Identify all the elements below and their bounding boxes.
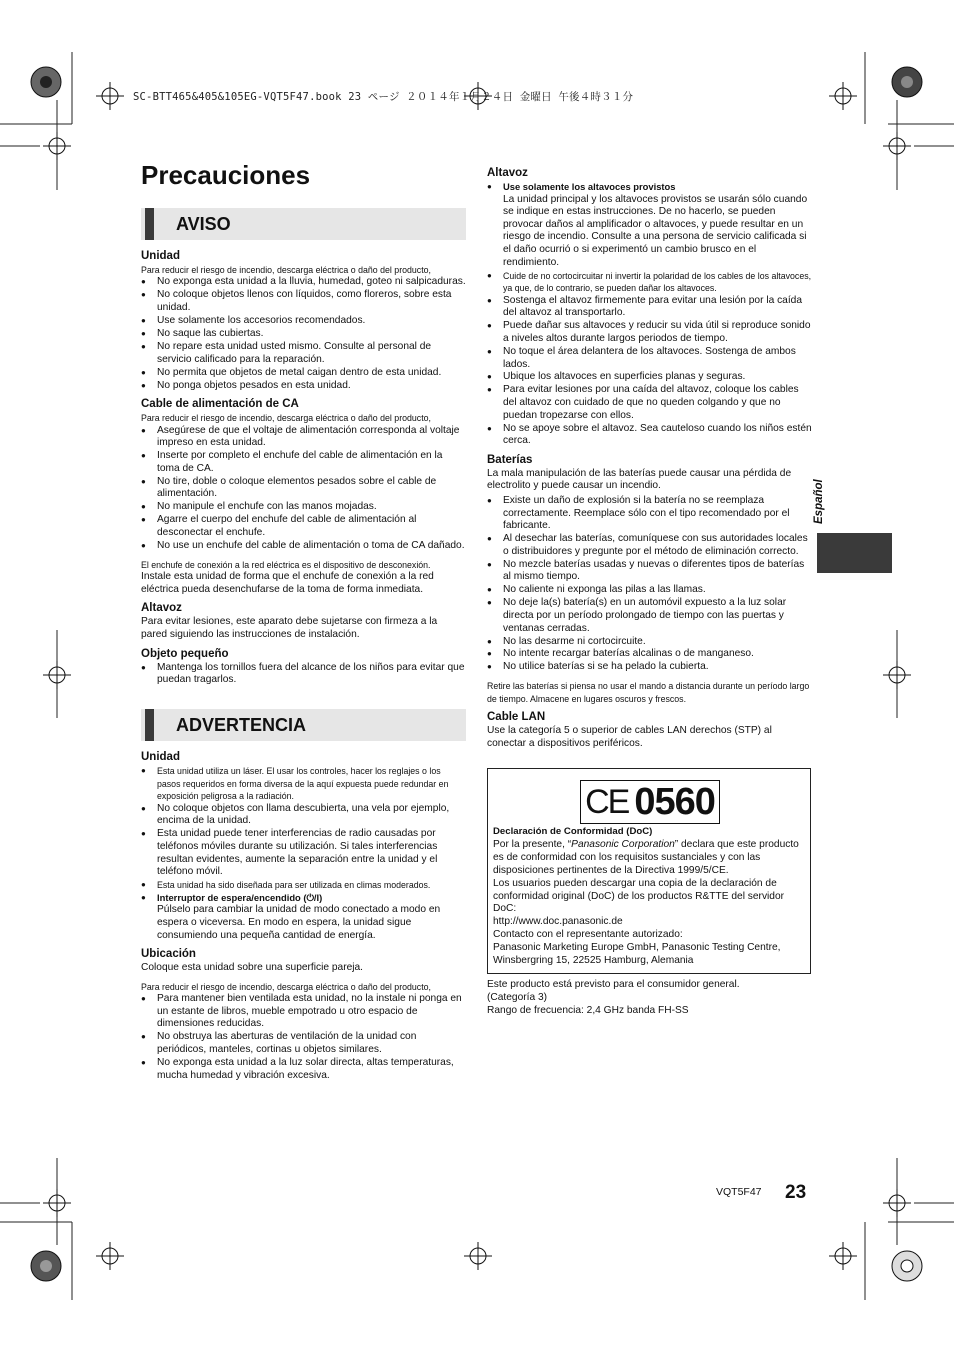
list-item — [141, 892, 466, 942]
list-item: ● No use un enchufe del cable de alimentación o toma de CA dañado. — [141, 540, 466, 553]
conformity-text — [493, 826, 807, 968]
list-item: ● Use solamente los accesorios recomendados. — [141, 315, 466, 328]
list-item: ● Esta unidad puede tener interferencias de radio causadas por teléfonos móviles durante su utilización. Si tales interferencias resultan evidentes, aumente la separación entre la unidad y el teléfono móvil. — [141, 828, 466, 878]
switch-title: Interruptor de espera/encendido (⏻/I) — [157, 891, 323, 903]
list-item: ● Esta unidad utiliza un láser. El usar los controles, hacer los reglajes o los pasos requeridos en forma diversa de la aquí expuesta puede redundar en exposición peligrosa a la radiación. — [141, 765, 466, 802]
bullet-list — [141, 993, 466, 1082]
list-item: ● No ponga objetos pesados en esta unidad. — [141, 380, 466, 393]
language-label: Español — [813, 479, 825, 524]
list-item: ● Cuide de no cortocircuitar ni invertir la polaridad de los cables de los altavoces, ya que, de lo contrario, se pueden dañar los altavoces. — [487, 270, 813, 295]
subheading-altavoz: Altavoz — [487, 167, 528, 179]
list-item: ● No mezcle baterías usadas y nuevas o diferentes tipos de baterías al mismo tiempo. — [487, 559, 813, 584]
list-item: ● Mantenga los tornillos fuera del alcance de los niños para evitar que puedan tragarlos. — [141, 662, 466, 687]
list-item: ● Para evitar lesiones por una caída del altavoz, coloque los cables del altavoz con cuidado de que no queden colgando y que no puedan tropezarse con ellos. — [487, 384, 813, 422]
conformity-heading: Declaración de Conformidad (DoC) — [493, 826, 653, 837]
footer-line: (Categoría 3) — [487, 992, 548, 1003]
list-item: ● No repare esta unidad usted mismo. Consulte al personal de servicio calificado para la reparación. — [141, 341, 466, 366]
list-item: ● No tire, doble o coloque elementos pesados sobre el cable de alimentación. — [141, 476, 466, 501]
company-name: Panasonic Corporation — [571, 838, 675, 850]
list-item: ● No toque el área delantera de los altavoces. Sostenga de ambos lados. — [487, 346, 813, 371]
page-title: Precauciones — [141, 160, 311, 190]
list-item: ● No permita que objetos de metal caigan dentro de esta unidad. — [141, 367, 466, 380]
footer-text — [487, 978, 813, 1017]
footer-line: Rango de frecuencia: 2,4 GHz banda FH-SS — [487, 1005, 689, 1016]
bullet-list — [141, 425, 466, 553]
language-tab — [817, 533, 892, 573]
list-item: ● No coloque objetos con llama descubierta, una vela por ejemplo, encima de la unidad. — [141, 803, 466, 828]
switch-text: Púlselo para cambiar la unidad de modo conectado a modo en espera o viceversa. En modo en espera, la unidad sigue consumiendo una pequeña cantidad de energía. — [157, 904, 441, 941]
list-item: ● Ubique los altavoces en superficies planas y seguras. — [487, 371, 813, 384]
right-column — [487, 167, 813, 752]
subheading-objeto: Objeto pequeño — [141, 647, 229, 660]
altavoz-text: Para evitar lesiones, este aparato debe sujetarse con firmeza a la pared siguiendo las instrucciones de instalación. — [141, 616, 438, 640]
subheading-cable: Cable de alimentación de CA — [141, 398, 299, 411]
bullet-list — [141, 765, 466, 942]
download-text: Los usuarios pueden descargar una copia de la declaración de conformidad original (DoC) de los productos R&TTE del servidor DoC: — [493, 877, 785, 915]
bullet-list — [487, 181, 813, 448]
section-aviso — [141, 208, 466, 240]
list-item: ● Al desechar las baterías, comuníquese con sus autoridades locales o distribuidores y pregunte por el método de eliminación correcto. — [487, 533, 813, 558]
document-code: VQT5F47 — [716, 1186, 762, 1198]
list-item: ● Puede dañar sus altavoces y reducir su vida útil si reproduce sonido a niveles altos durante largos periodos de tiempo. — [487, 320, 813, 345]
section-advertencia — [141, 709, 466, 741]
disconnect-note: El enchufe de conexión a la red eléctrica es el dispositivo de desconexión. — [141, 559, 431, 570]
list-item: ● No utilice baterías si se ha pelado la cubierta. — [487, 661, 813, 674]
ce-mark-logo — [580, 780, 720, 824]
list-item: ● Inserte por completo el enchufe del cable de alimentación en la toma de CA. — [141, 450, 466, 475]
list-item: ● No obstruya las aberturas de ventilación de la unidad con periódicos, manteles, cortinas u objetos similares. — [141, 1031, 466, 1056]
lan-text: Use la categoría 5 o superior de cables LAN derechos (STP) al conectar a dispositivos periféricos. — [487, 725, 772, 749]
list-item: ● No saque las cubiertas. — [141, 328, 466, 341]
subheading-baterias: Baterías — [487, 453, 533, 466]
list-item: ● Agarre el cuerpo del enchufe del cable de alimentación al desconectar el enchufe. — [141, 514, 466, 539]
list-item: ● No exponga esta unidad a la lluvia, humedad, goteo ni salpicaduras. — [141, 276, 466, 289]
subheading-unidad: Unidad — [141, 751, 180, 764]
bullet-list — [141, 662, 466, 687]
contact-label: Contacto con el representante autorizado: — [493, 929, 683, 941]
section-heading: ADVERTENCIA — [176, 714, 307, 735]
item-title: Use solamente los altavoces provistos — [503, 181, 676, 192]
list-item: ● No intente recargar baterías alcalinas o de manganeso. — [487, 648, 813, 661]
list-item: ● No coloque objetos llenos con líquidos, como floreros, sobre esta unidad. — [141, 289, 466, 314]
section-marker — [145, 709, 154, 741]
list-item: ● Esta unidad ha sido diseñada para ser utilizada en climas moderados. — [141, 879, 466, 891]
doc-url: http://www.doc.panasonic.de — [493, 916, 623, 928]
subheading-unidad: Unidad — [141, 250, 180, 262]
ubicacion-text: Coloque esta unidad sobre una superficie pareja. — [141, 962, 364, 974]
conformity-declaration: Por la presente, “Panasonic Corporation” declara que este producto es de conformidad con los requisitos sustanciales y con las disposiciones pertinentes de la Directiva 1999/5/CE. — [493, 838, 799, 876]
section-marker — [145, 208, 154, 240]
page-number: 23 — [785, 1182, 807, 1203]
baterias-intro: La mala manipulación de las baterías puede causar una pérdida de electrolito y puede causar un incendio. — [487, 467, 792, 492]
baterias-note: Retire las baterías si piensa no usar el mando a distancia durante un período largo de tiempo. Almacene en lugares oscuros y frescos. — [487, 681, 810, 704]
section-heading: AVISO — [176, 213, 231, 234]
list-item: ● Asegúrese de que el voltaje de alimentación corresponda al voltaje impreso en esta unidad. — [141, 425, 466, 450]
bullet-list — [141, 276, 466, 392]
list-item: ● No exponga esta unidad a la luz solar directa, altas temperaturas, mucha humedad y vibración excesiva. — [141, 1057, 466, 1082]
list-item: ● No las desarme ni cortocircuite. — [487, 636, 813, 649]
ce-symbol: CE — [585, 782, 629, 821]
subheading-lan: Cable LAN — [487, 711, 546, 724]
list-item: ● Existe un daño de explosión si la batería no se reemplaza correctamente. Reemplace sólo con el tipo recomendado por el fabricante. — [487, 495, 813, 533]
subheading-ubicacion: Ubicación — [141, 948, 196, 961]
list-item — [487, 181, 813, 269]
list-item: ● No manipule el enchufe con las manos mojadas. — [141, 501, 466, 514]
ce-number: 0560 — [634, 780, 715, 823]
note: Para reducir el riesgo de incendio, descarga eléctrica o daño del producto, — [141, 981, 431, 992]
install-note: Instale esta unidad de forma que el enchufe de conexión a la red eléctrica pueda desenchufarse de la toma de forma inmediata. — [141, 571, 434, 595]
bullet-list — [487, 495, 813, 674]
left-column — [141, 208, 466, 1083]
note: Para reducir el riesgo de incendio, descarga eléctrica o daño del producto, — [141, 413, 431, 424]
footer-line: Este producto está previsto para el consumidor general. — [487, 979, 740, 990]
file-header-line: SC-BTT465&405&105EG-VQT5F47.book 23 ページ ２０１４年１月２４日 金曜日 午後４時３１分 — [133, 91, 634, 103]
note: Para reducir el riesgo de incendio, descarga eléctrica o daño del producto, — [141, 265, 431, 275]
item-text: La unidad principal y los altavoces provistos se usarán sólo cuando se indique en estas instrucciones. De no hacerlo, se pueden provocar daños al amplificador o altavoces, y puede resultar en un riesgo de incendio. Consulte a una persona de servicio calificada si el daño ocurrió o si experimentó un cambio brusco en el rendimiento. — [503, 193, 808, 268]
subheading-altavoz: Altavoz — [141, 602, 182, 615]
contact-address: Panasonic Marketing Europe GmbH, Panasonic Testing Centre, Winsbergring 15, 22525 Hamburg, Alemania — [493, 942, 781, 967]
list-item: ● No deje la(s) batería(s) en un automóvil expuesto a la luz solar directa por un período prolongado de tiempo con las puertas y ventanas cerradas. — [487, 597, 813, 635]
conformity-box — [487, 768, 811, 974]
list-item: ● No caliente ni exponga las pilas a las llamas. — [487, 584, 813, 597]
list-item: ● Para mantener bien ventilada esta unidad, no la instale ni ponga en un estante de libros, mueble empotrado u otro espacio de dimensiones reducidas. — [141, 993, 466, 1031]
list-item: ● No se apoye sobre el altavoz. Sea cauteloso cuando los niños estén cerca. — [487, 423, 813, 448]
list-item: ● Sostenga el altavoz firmemente para evitar una lesión por la caída del altavoz al transportarlo. — [487, 295, 813, 320]
